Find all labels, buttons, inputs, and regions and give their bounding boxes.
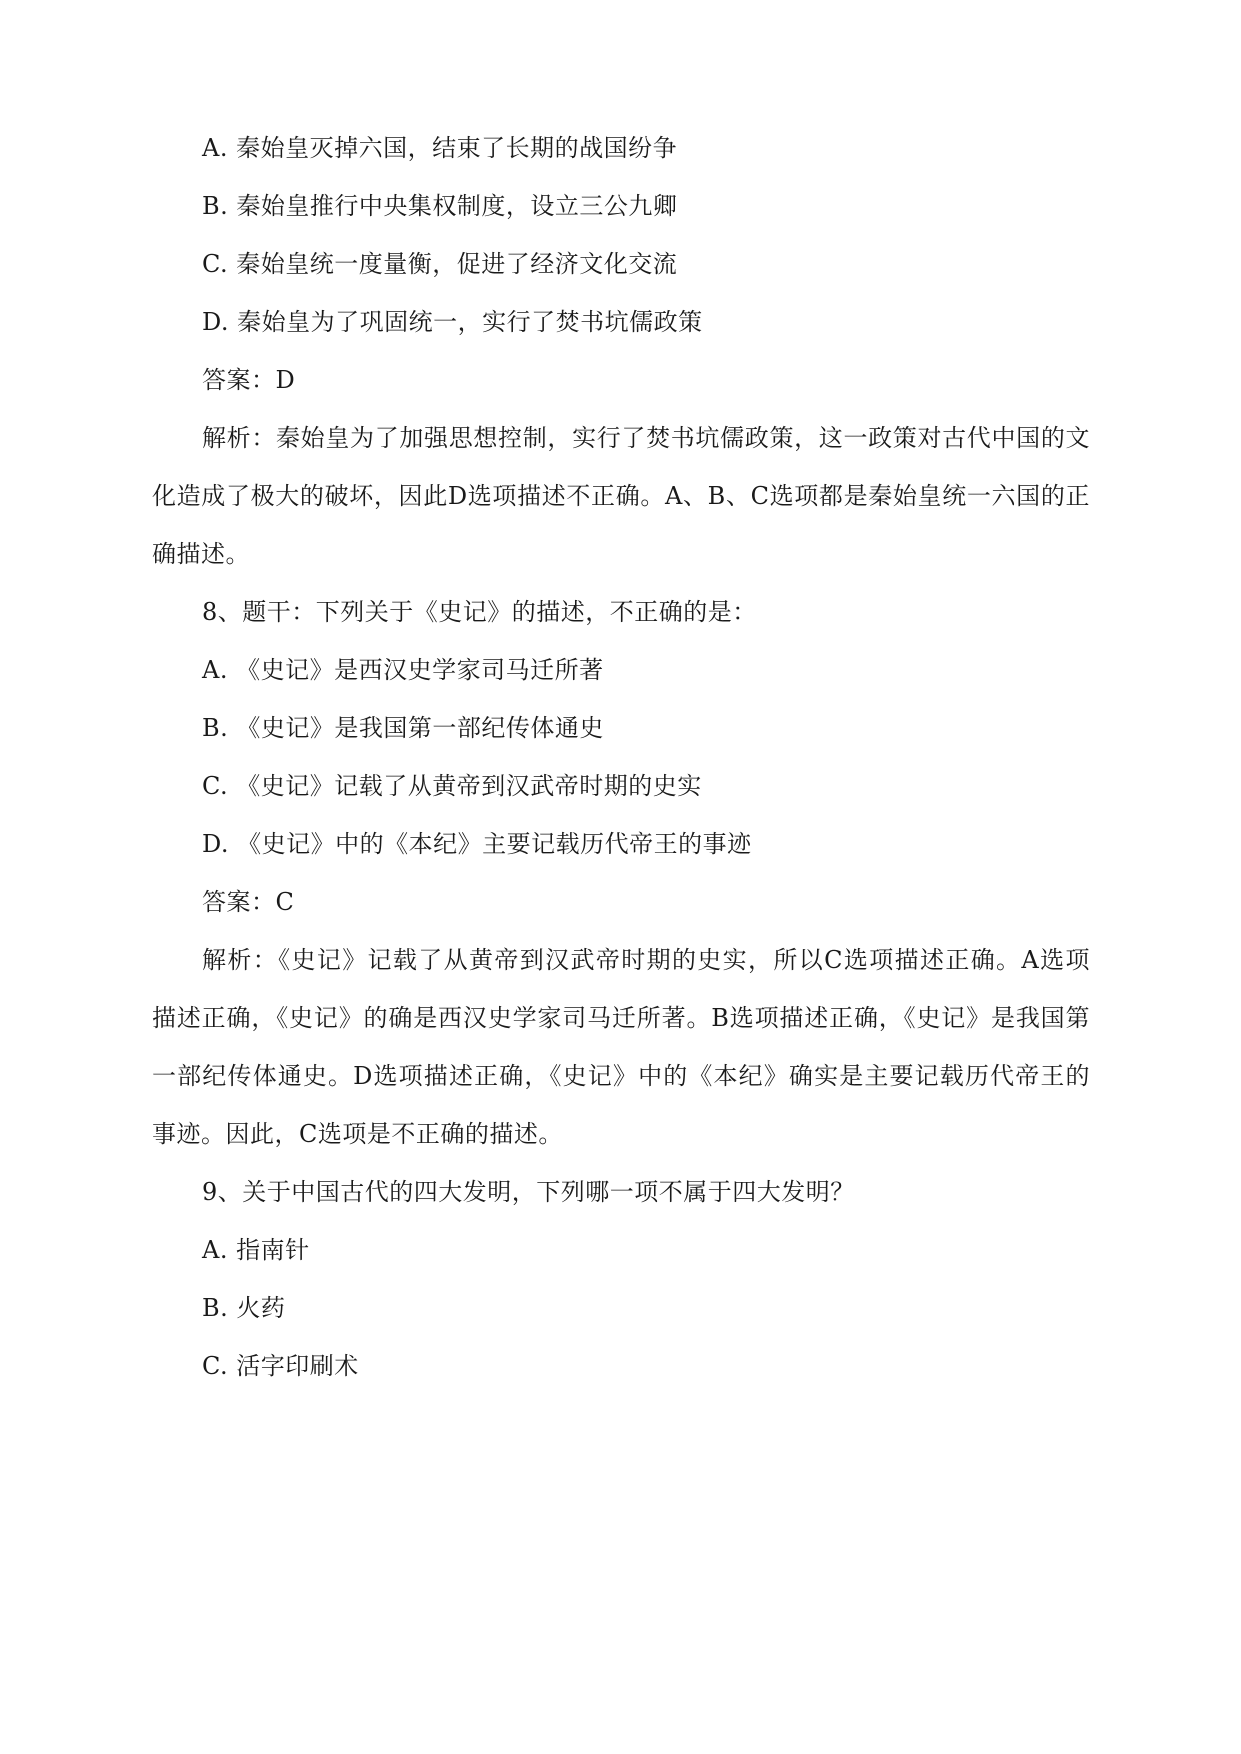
option-a: A. 《史记》是西汉史学家司马迁所著 <box>202 656 604 684</box>
analysis-line: 描述正确，《史记》的确是西汉史学家司马迁所著。B选项描述正确，《史记》是我国第 <box>152 1004 1090 1032</box>
analysis-line: 一部纪传体通史。D选项描述正确，《史记》中的《本纪》确实是主要记载历代帝王的 <box>152 1062 1090 1090</box>
analysis-line: 确描述。 <box>152 540 250 568</box>
option-a: A. 指南针 <box>202 1236 310 1264</box>
option-d: D. 《史记》中的《本纪》主要记载历代帝王的事迹 <box>202 830 752 858</box>
answer: 答案：D <box>202 366 296 394</box>
analysis-line: 事迹。因此，C选项是不正确的描述。 <box>152 1120 563 1148</box>
option-c: C. 活字印刷术 <box>202 1352 359 1380</box>
option-d: D. 秦始皇为了巩固统一，实行了焚书坑儒政策 <box>202 308 703 336</box>
analysis-line: 解析：《史记》记载了从黄帝到汉武帝时期的史实，所以C选项描述正确。A选项 <box>202 946 1090 974</box>
option-b: B. 秦始皇推行中央集权制度，设立三公九卿 <box>202 192 678 220</box>
answer: 答案：C <box>202 888 295 916</box>
option-c: C. 秦始皇统一度量衡，促进了经济文化交流 <box>202 250 678 278</box>
question-stem: 8、题干：下列关于《史记》的描述，不正确的是： <box>202 598 757 626</box>
option-c: C. 《史记》记载了从黄帝到汉武帝时期的史实 <box>202 772 702 800</box>
option-a: A. 秦始皇灭掉六国，结束了长期的战国纷争 <box>202 134 678 162</box>
analysis-line: 解析：秦始皇为了加强思想控制，实行了焚书坑儒政策，这一政策对古代中国的文 <box>202 424 1090 452</box>
analysis-line: 化造成了极大的破坏，因此D选项描述不正确。A、B、C选项都是秦始皇统一六国的正 <box>152 482 1090 510</box>
option-b: B. 《史记》是我国第一部纪传体通史 <box>202 714 604 742</box>
question-stem: 9、关于中国古代的四大发明，下列哪一项不属于四大发明？ <box>202 1178 855 1206</box>
option-b: B. 火药 <box>202 1294 286 1322</box>
